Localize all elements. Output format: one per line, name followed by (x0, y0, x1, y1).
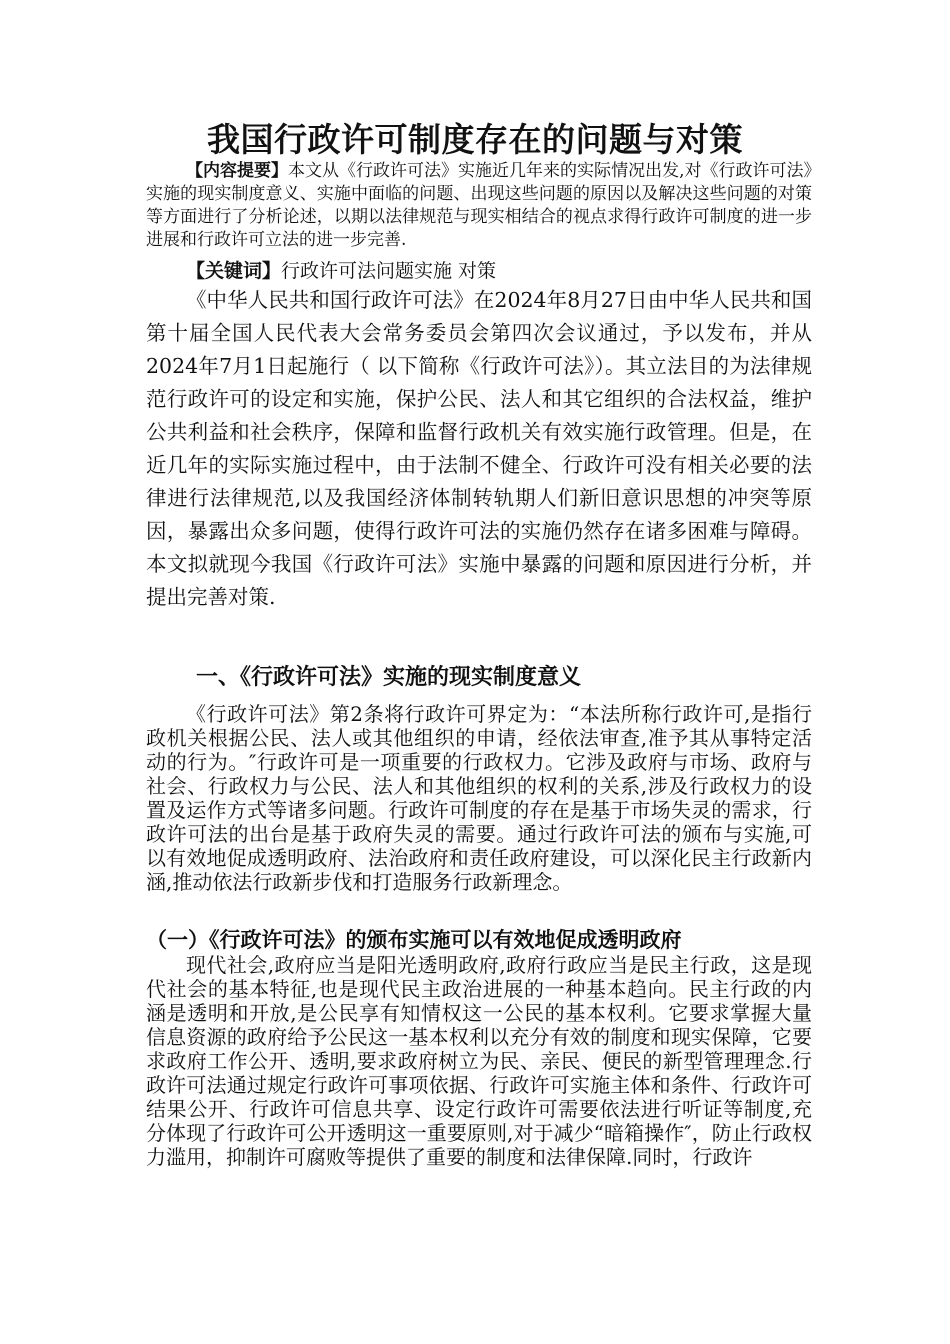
subsection-1-paragraph: 现代社会,政府应当是阳光透明政府,政府行政应当是民主行政，这是现代社会的基本特征,也是现代民主政治进展的一种基本趋向。民主行政的内涵是透明和开放,是公民享有知情权这一公民的基本权利。它要求掌握大量信息资源的政府给予公民这一基本权利以充分有效的制度和现实保障，它要求政府工作公开、透明,要求政府树立为民、亲民、便民的新型管理理念.行政许可法通过规定行政许可事项依据、行政许可实施主体和条件、行政许可结果公开、行政许可信息共享、设定行政许可需要依法进行听证等制度,充分体现了行政许可公开透明这一重要原则,对于减少“暗箱操作″，防止行政权力滥用，抑制许可腐败等提供了重要的制度和法律保障.同时，行政许 (146, 953, 812, 1169)
section-heading-1: 一、《行政许可法》实施的现实制度意义 (196, 665, 582, 690)
abstract-label: 【内容提要】 (186, 161, 289, 181)
subsection-heading-1: （一）《行政许可法》的颁布实施可以有效地促成透明政府 (146, 928, 682, 952)
abstract-text: 本文从《行政许可法》实施近几年来的实际情况出发,对《行政许可法》实施的现实制度意义、实施中面临的问题、出现这些问题的原因以及解决这些问题的对策等方面进行了分析论述，以期以法律规范与现实相结合的视点求得行政许可制度的进一步进展和行政许可立法的进一步完善. (146, 161, 812, 250)
keywords-label: 【关键词】 (186, 260, 282, 282)
document-title: 我国行政许可制度存在的问题与对策 (207, 120, 743, 159)
section-1-paragraph: 《行政许可法》第2条将行政许可界定为：“本法所称行政许可,是指行政机关根据公民、法人或其他组织的申请，经依法审查,准予其从事特定活动的行为。″行政许可是一项重要的行政权力。它涉及政府与市场、政府与社会、行政权力与公民、法人和其他组织的权利的关系,涉及行政权力的设置及运作方式等诸多问题。行政许可制度的存在是基于市场失灵的需求，行政许可法的出台是基于政府失灵的需要。通过行政许可法的颁布与实施,可以有效地促成透明政府、法治政府和责任政府建设，可以深化民主行政新内涵,推动依法行政新步伐和打造服务行政新理念。 (146, 702, 812, 894)
keywords-text: 行政许可法问题实施 对策 (281, 260, 497, 282)
abstract (146, 160, 812, 252)
keywords (146, 258, 812, 284)
intro-paragraph: 《中华人民共和国行政许可法》在2024年8月27日由中华人民共和国第十届全国人民代表大会常务委员会第四次会议通过，予以发布，并从2024年7月1日起施行（ 以下简称《行政许可法》）。其立法目的为法律规范行政许可的设定和实施，保护公民、法人和其它组织的合法权益，维护公共利益和社会秩序，保障和监督行政机关有效实施行政管理。但是，在近几年的实际实施过程中，由于法制不健全、行政许可没有相关必要的法律进行法律规范,以及我国经济体制转轨期人们新旧意识思想的冲突等原因，暴露出众多问题，使得行政许可法的实施仍然存在诸多困难与障碍。本文拟就现今我国《行政许可法》实施中暴露的问题和原因进行分析，并提出完善对策. (146, 288, 812, 609)
